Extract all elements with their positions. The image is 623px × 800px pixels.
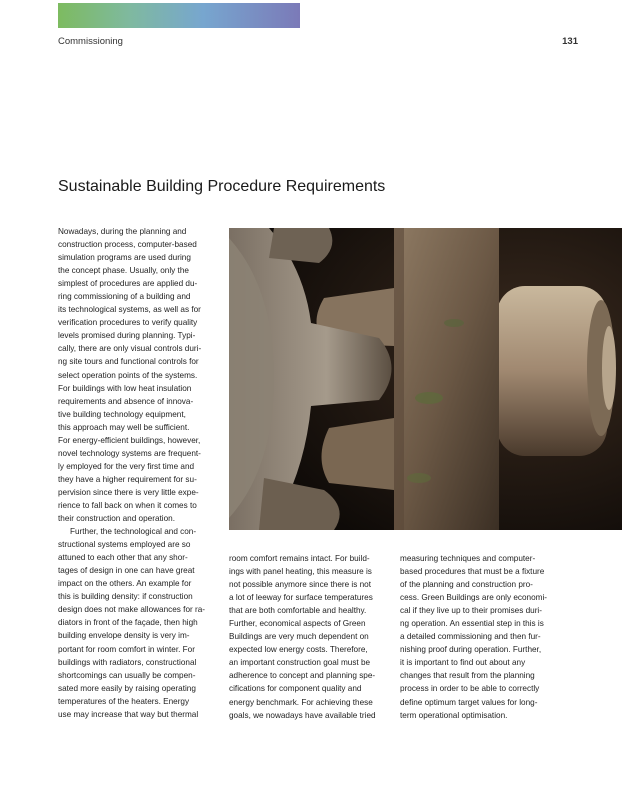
text-line: expected low energy costs. Therefore,	[229, 645, 368, 655]
text-line: select operation points of the systems.	[58, 370, 198, 380]
text-line: ng site tours and functional controls for	[58, 357, 199, 367]
text-line: its technological systems, as well as for	[58, 305, 201, 315]
text-line: ng operation. An essential step in this is	[400, 619, 544, 629]
text-line: Further, the technological and con-	[70, 527, 197, 537]
text-line: construction process, computer-based	[58, 240, 197, 250]
text-line: ring commissioning of a building and	[58, 292, 191, 302]
text-line: the concept phase. Usually, only the	[58, 266, 189, 276]
text-line: tages of design in one can have great	[58, 566, 195, 576]
text-line: portant for room comfort in winter. For	[58, 644, 195, 654]
gear-photo	[229, 228, 622, 530]
text-line: verification procedures to verify quality	[58, 318, 198, 328]
text-column-2	[229, 552, 376, 722]
text-line: changes that result from the planning	[400, 671, 535, 681]
text-line: an important construction goal must be	[229, 658, 371, 668]
text-line: term operational optimisation.	[400, 710, 508, 720]
text-line: pervision since there is very little expe-	[58, 487, 199, 497]
text-line: For buildings with low heat insulation	[58, 383, 192, 393]
gear-illustration	[229, 228, 622, 530]
text-line: structional systems employed are so	[58, 540, 191, 550]
text-line: rience to fall back on when it comes to	[58, 500, 197, 510]
text-line: buildings with radiators, constructional	[58, 657, 197, 667]
text-line: this is building density: if construction	[58, 592, 193, 602]
text-line: temperatures of the heaters. Energy	[58, 696, 190, 706]
text-line: nishing proof during operation. Further,	[400, 645, 542, 655]
text-line: of the planning and construction pro-	[400, 580, 533, 590]
text-line: measuring techniques and computer-	[400, 554, 536, 563]
text-line: design does not make allowances for ra-	[58, 605, 205, 615]
text-line: impact on the others. An example for	[58, 579, 192, 589]
text-line: use may increase that way but thermal	[58, 709, 199, 719]
text-line: it is important to find out about any	[400, 658, 526, 668]
text-line: their construction and operation.	[58, 514, 175, 524]
text-line: Nowadays, during the planning and	[58, 227, 187, 236]
text-line: attuned to each other that any shor-	[58, 553, 188, 563]
text-line: cally, there are only visual controls duri-	[58, 344, 202, 354]
text-line: not possible anymore since there is not	[229, 580, 371, 590]
text-line: simulation programs are used during	[58, 253, 191, 263]
text-line: Buildings are very much dependent on	[229, 632, 369, 642]
text-line: Further, economical aspects of Green	[229, 619, 366, 629]
text-line: goals, we nowadays have available tried	[229, 710, 376, 720]
text-line: that are both comfortable and healthy.	[229, 606, 367, 616]
text-line: diators in front of the façade, then high	[58, 618, 198, 628]
text-line: a detailed commissioning and then fur-	[400, 632, 541, 642]
text-line: cess. Green Buildings are only economi-	[400, 593, 547, 603]
text-line: requirements and absence of innova-	[58, 396, 194, 406]
page-number: 131	[562, 36, 578, 47]
text-line: they have a higher requirement for su-	[58, 474, 197, 484]
text-line: energy benchmark. For achieving these	[229, 697, 373, 707]
text-line: cifications for component quality and	[229, 684, 362, 694]
text-line: define optimum target values for long-	[400, 697, 538, 707]
text-line: a lot of leeway for surface temperatures	[229, 593, 373, 603]
text-line: ly employed for the very first time and	[58, 461, 195, 471]
text-line: sated more easily by raising operating	[58, 683, 196, 693]
text-line: based procedures that must be a fixture	[400, 567, 545, 577]
text-line: cal if they live up to their promises duri-	[400, 606, 542, 616]
text-line: For energy-efficient buildings, however,	[58, 435, 201, 445]
text-line: tive building technology equipment,	[58, 409, 186, 419]
text-column-3	[400, 552, 547, 722]
color-gradient-bar	[58, 3, 300, 28]
text-line: levels promised during planning. Typi-	[58, 331, 196, 341]
text-line: room comfort remains intact. For build-	[229, 554, 370, 563]
text-line: shortcomings can usually be compen-	[58, 670, 196, 680]
text-line: building envelope density is very im-	[58, 631, 190, 641]
text-line: process in order to be able to correctly	[400, 684, 540, 694]
text-line: simplest of procedures are applied du-	[58, 279, 198, 289]
text-line: this approach may well be sufficient.	[58, 422, 190, 432]
article-title: Sustainable Building Procedure Requirements	[58, 178, 386, 195]
text-line: adherence to concept and planning spe-	[229, 671, 376, 681]
text-line: ings with panel heating, this measure is	[229, 567, 372, 577]
running-head: Commissioning	[58, 36, 123, 47]
text-column-1	[58, 225, 205, 721]
text-line: novel technology systems are frequent-	[58, 448, 201, 458]
